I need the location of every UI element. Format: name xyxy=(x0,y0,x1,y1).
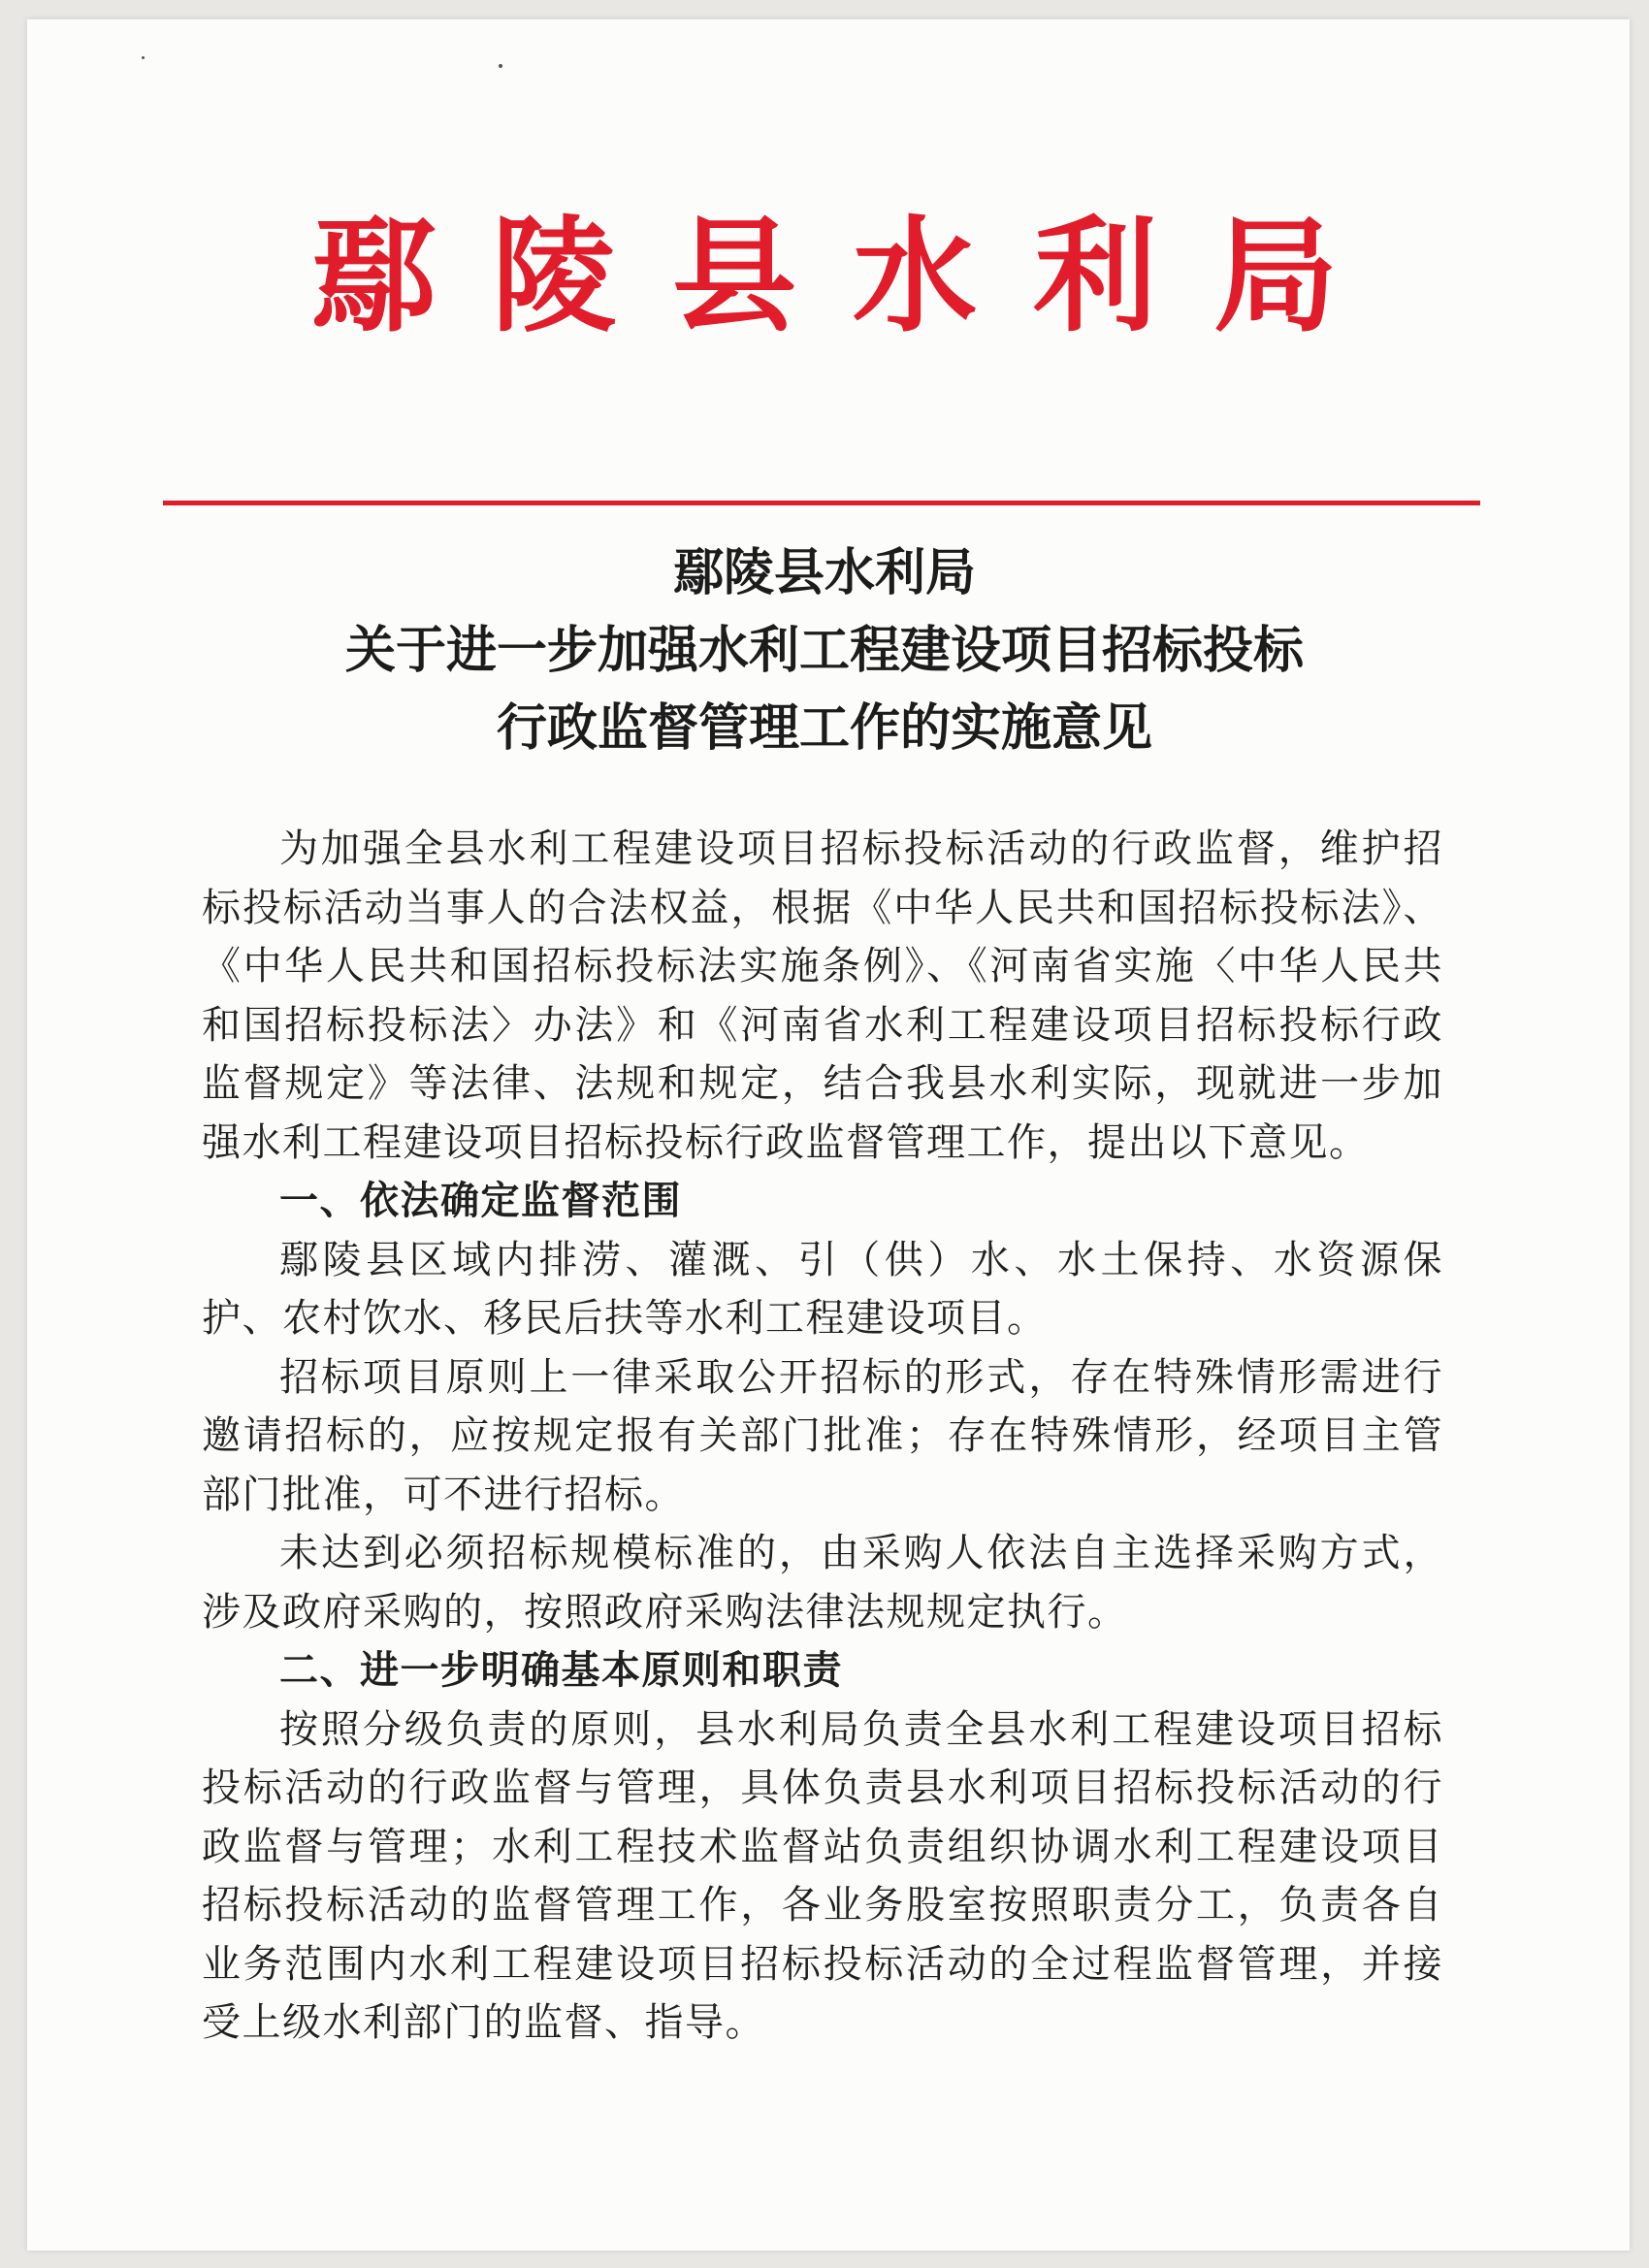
section-heading-1: 一、依法确定监督范围 xyxy=(279,1179,682,1223)
red-divider-line xyxy=(163,501,1480,505)
paragraph-intro: 为加强全县水利工程建设项目招标投标活动的行政监督，维护招标投标活动当事人的合法权益，根据《中华人民共和国招标投标法》、《中华人民共和国招标投标法实施条例》、《河南省实施〈中华人民共和国招标投标法〉办法》和《河南省水利工程建设项目招标投标行政监督规定》等法律、法规和规定，结合我县水利实际，现就进一步加强水利工程建设项目招标投标行政监督管理工作，提出以下意见。 xyxy=(202,826,1443,1165)
scan-speck xyxy=(142,56,145,59)
scan-speck xyxy=(499,64,502,68)
paragraph-scope: 鄢陵县区域内排涝、灌溉、引（供）水、水土保持、水资源保护、农村饮水、移民后扶等水利工程建设项目。 xyxy=(202,1237,1443,1341)
paragraph-responsibilities: 按照分级负责的原则，县水利局负责全县水利工程建设项目招标投标活动的行政监督与管理，具体负责县水利项目招标投标活动的行政监督与管理；水利工程技术监督站负责组织协调水利工程建设项目招标投标活动的监督管理工作，各业务股室按照职责分工，负责各自业务范围内水利工程建设项目招标投标活动的全过程监督管理，并接受上级水利部门的监督、指导。 xyxy=(202,1706,1443,2045)
red-masthead: 鄢陵县水利局 xyxy=(310,204,1394,349)
title-line-1: 鄢陵县水利局 xyxy=(672,544,976,602)
paragraph-procurement: 未达到必须招标规模标准的，由采购人依法自主选择采购方式，涉及政府采购的，按照政府采购法律法规规定执行。 xyxy=(202,1531,1443,1635)
paragraph-bidding-principle: 招标项目原则上一律采取公开招标的形式，存在特殊情形需进行邀请招标的，应按规定报有关部门批准；存在特殊情形，经项目主管部门批准，可不进行招标。 xyxy=(202,1354,1443,1517)
document-body xyxy=(202,820,1443,2053)
title-line-2: 关于进一步加强水利工程建设项目招标投标 xyxy=(344,622,1304,680)
title-line-3: 行政监督管理工作的实施意见 xyxy=(496,699,1152,758)
section-heading-2: 二、进一步明确基本原则和职责 xyxy=(279,1648,843,1693)
